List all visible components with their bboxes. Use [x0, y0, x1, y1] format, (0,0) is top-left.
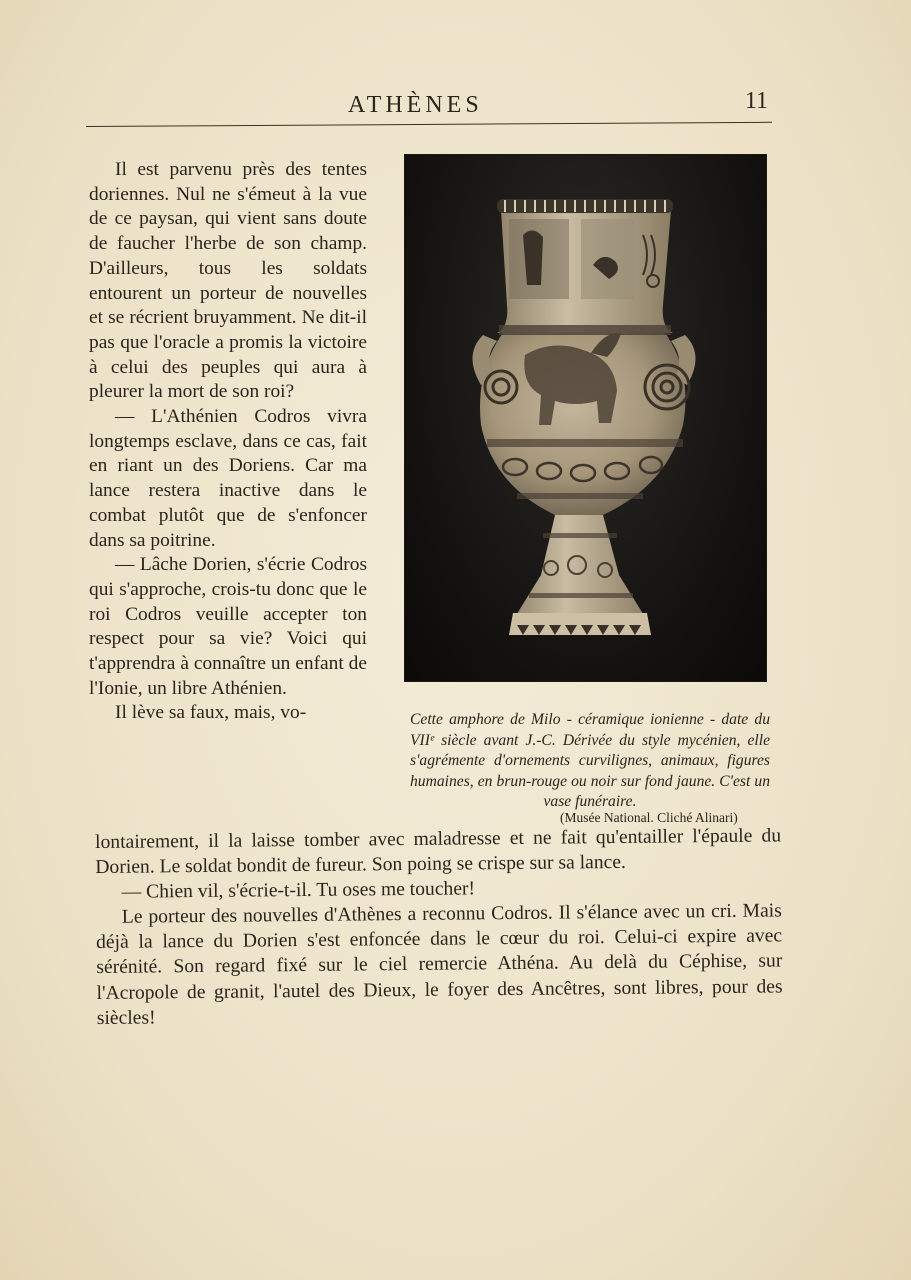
figure-credit: (Musée National. Cliché Alinari) [560, 810, 738, 825]
figure-caption: Cette amphore de Milo - céramique ionienne - date du VIIᵉ siècle avant J.-C. Dérivée du style mycénien, elle s'agrémente d'ornements curvilignes, animaux, figures humaines, en brun-rouge ou noir sur fond jaune. C'est un vase funéraire. [410, 711, 770, 810]
paragraph: Il est parvenu près des tentes doriennes. Nul ne s'émeut à la vue de ce paysan, qui vient sans doute de faucher l'herbe de son champ. D'ailleurs, tous les soldats entourent un porteur de nouvelles et se récrient bruyamment. Ne dit-il pas que l'oracle a promis la victoire à celui des peuples qui aura à pleurer la mort de son roi? [89, 159, 367, 403]
page-number: 11 [744, 88, 768, 114]
full-width-text [95, 823, 783, 1030]
paragraph: lontairement, il la laisse tomber avec maladresse et ne fait qu'entailler l'épaule du Dorien. Le soldat bondit de fureur. Son poing se crispe sur sa lance. [95, 825, 782, 879]
narrow-column-text [89, 158, 367, 726]
amphora-vase-image [405, 155, 766, 681]
paragraph: Il lève sa faux, mais, vo- [115, 702, 307, 724]
paragraph: Le porteur des nouvelles d'Athènes a reconnu Codros. Il s'élance avec un cri. Mais déjà la lance du Dorien s'est enfoncée dans le cœur du roi. Celui-ci expire avec sérénité. Son regard fixé sur le ciel remercie Athéna. Au delà du Céphise, sur l'Acropole de granit, l'autel des Dieux, le foyer des Ancêtres, sont libres, pour des siècles! [95, 900, 783, 1029]
running-title: ATHÈNES [348, 92, 483, 118]
paragraph: — Chien vil, s'écrie-t-il. Tu oses me toucher! [121, 878, 476, 903]
amphora-photograph [405, 155, 766, 681]
paragraph: — L'Athénien Codros vivra longtemps esclave, dans ce cas, fait en riant un des Doriens. Car ma lance restera inactive dans le combat plutôt que de s'enfoncer dans sa poitrine. [89, 406, 367, 551]
paragraph: — Lâche Dorien, s'écrie Codros qui s'approche, crois-tu donc que le roi Codros veuille accepter ton respect pour sa vie? Voici qui t'apprendra à connaître un enfant de l'Ionie, un libre Athénien. [89, 554, 367, 699]
